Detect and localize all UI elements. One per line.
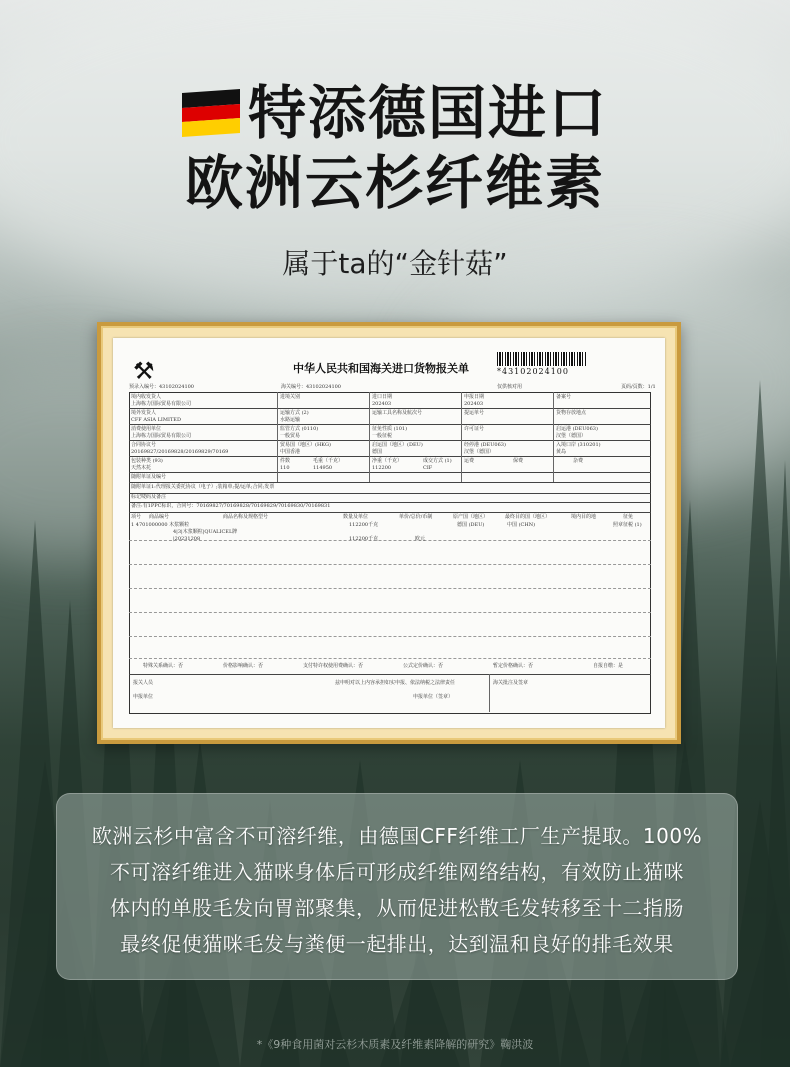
insurance-label: 保费: [513, 458, 524, 464]
barcode-icon: [497, 352, 587, 366]
col-header-origin: 原产国（地区）: [453, 514, 489, 520]
confirm-provisional: 暂定价格确认：否: [493, 663, 534, 669]
license-label: 许可证号: [464, 426, 485, 432]
overseas-label: 境外发货人: [131, 410, 157, 416]
row-spec: 4|3|木浆颗粒|QUALICEL牌: [173, 529, 238, 535]
transport-label: 运输方式 (2): [280, 410, 309, 416]
confirm-price: 价格影响确认：否: [223, 663, 264, 669]
page-count: 页码/页数：1/1: [621, 384, 656, 390]
col-header-domestic: 境内目的地: [571, 514, 597, 520]
deal-value: CIF: [423, 465, 433, 471]
import-date-label: 进口日期: [372, 394, 393, 400]
entry-port-label: 入境口岸 (310201): [556, 442, 601, 448]
package-label: 包装种类 (93): [131, 458, 163, 464]
tax-nature-label: 征免性质 (101): [372, 426, 408, 432]
col-header-name: 商品名称及规格型号: [223, 514, 269, 520]
statement: 兹申明对以上内容承担如实申报、依法纳税之法律责任: [335, 680, 456, 686]
consignee-label: 境内收发货人: [131, 394, 162, 400]
transport-value: 水路运输: [280, 417, 301, 423]
overseas-value: CFF ASIA LIMITED: [131, 417, 181, 423]
description-line-3: 体内的单股毛发向胃部聚集，从而促进松散毛发转移至十二指肠: [110, 896, 684, 920]
origin-country-value: 德国: [372, 449, 383, 455]
record-no-label: 备案号: [556, 394, 572, 400]
flag-stripe: [182, 118, 240, 137]
gross-value: 114950: [313, 465, 333, 471]
origin-country-label: 启运国（地区）(DEU): [372, 442, 423, 448]
misc-label: 杂费: [573, 458, 584, 464]
docs-value: 随附单证1:代理报关委托协议（电子）;装箱单;提/运单;合同;发票: [131, 484, 275, 490]
row-tax: 照章征税 (1): [613, 522, 642, 528]
freight-label: 运费: [464, 458, 475, 464]
barcode-number: *43102024100: [497, 367, 569, 376]
contract-label: 合同协议号: [131, 442, 157, 448]
trade-country-value: 中国香港: [280, 449, 301, 455]
row-origin: 德国 (DEU): [457, 522, 485, 528]
gross-label: 毛重（千克）: [313, 458, 344, 464]
consumer-label: 消费使用单位: [131, 426, 162, 432]
col-header-price: 单价/总价/币制: [399, 514, 433, 520]
pieces-value: 110: [280, 465, 290, 471]
docs-label: 随附单证及编号: [131, 474, 167, 480]
port-depart-label: 启运港 (DEU063): [556, 426, 598, 432]
col-header-tax: 征免: [623, 514, 634, 520]
footnote: *《9种食用菌对云杉木质素及纤维素降解的研究》鞠洪波: [256, 1038, 534, 1051]
package-value: 天然木托: [131, 465, 152, 471]
confirm-special: 特殊关系确认：否: [143, 663, 184, 669]
via-port-label: 经停港 (DEU063): [464, 442, 506, 448]
description-line-1: 欧洲云杉中富含不可溶纤维，由德国CFF纤维工厂生产提取。100%: [91, 824, 703, 848]
confirm-self: 自报自缴：是: [593, 663, 624, 669]
pieces-label: 件数: [280, 458, 291, 464]
row-spec-2: |20231208: [173, 536, 201, 542]
port-depart-value: 汉堡（德国）: [556, 433, 587, 439]
declare-date-value: 202403: [464, 401, 484, 407]
headline-line-1: [0, 78, 790, 148]
customs-note-label: 海关批注及签章: [493, 680, 529, 686]
entry-port-value: 黄岛: [556, 449, 567, 455]
goods-place-label: 货物存放地点: [556, 410, 587, 416]
consignee-value: 上海栋力国际贸易有限公司: [131, 401, 192, 407]
declare-unit-label: 申报单位: [133, 694, 154, 700]
germany-flag-icon: [182, 89, 240, 137]
row-qty: 112200千克: [349, 522, 379, 528]
declarant-label: 报关人员: [133, 680, 154, 686]
row-currency: 欧元: [415, 536, 426, 542]
net-label: 净重（千克）: [372, 458, 403, 464]
deal-label: 成交方式 (1): [423, 458, 452, 464]
headline-line-2: 欧洲云杉纤维素: [184, 149, 605, 217]
confirm-royalty: 支付特许权使用费确认：否: [303, 663, 364, 669]
marks-value: 备注:有1PPC标识，合同号：70169827/70169828/70169829/70169830/70169831: [131, 503, 331, 509]
subtitle: 属于ta的“金针菇”: [282, 247, 508, 280]
import-date-value: 202403: [372, 401, 392, 407]
supervision-label: 监管方式 (0110): [280, 426, 319, 432]
via-port-value: 汉堡（德国）: [464, 449, 495, 455]
row-qty-2: 112200千克: [349, 536, 379, 542]
row-item: 1 4701000000 木浆颗粒: [131, 522, 190, 528]
document-title: 中华人民共和国海关进口货物报关单: [293, 362, 469, 375]
row-dest: 中国 (CHN): [507, 522, 536, 528]
marks-label: 标记唛码及备注: [131, 494, 167, 500]
customs-declaration-document: [113, 338, 665, 728]
confirm-formula: 公式定价确认：否: [403, 663, 444, 669]
customs-no: 海关编号：43102024100: [281, 384, 341, 390]
pre-entry-no: 预录入编号：43102024100: [129, 384, 194, 390]
certificate-frame: [97, 322, 681, 744]
port-label: 进境关别: [280, 394, 301, 400]
contract-value: 20169827/20169828/20169829/70169: [131, 449, 229, 455]
description-line-4: 最终促使猫咪毛发与粪便一起排出，达到温和良好的排毛效果: [120, 932, 674, 956]
transport-name-label: 运输工具名称及航次号: [372, 410, 423, 416]
col-header-qty: 数量及单位: [343, 514, 369, 520]
declare-date-label: 申报日期: [464, 394, 485, 400]
seal-label: 申报单位（签章）: [413, 694, 454, 700]
col-header-no: 项号: [131, 514, 142, 520]
description-line-2: 不可溶纤维进入猫咪身体后可形成纤维网络结构，有效防止猫咪: [110, 860, 684, 884]
net-value: 112200: [372, 465, 392, 471]
col-header-dest: 最终目的国（地区）: [505, 514, 551, 520]
bill-label: 提运单号: [464, 410, 485, 416]
inspection-note: 仅供核对用: [497, 384, 523, 390]
description-panel: [56, 793, 738, 980]
tax-nature-value: 一般征税: [372, 433, 393, 439]
headline-text-1: 特添德国进口: [247, 79, 608, 147]
supervision-value: 一般贸易: [280, 433, 301, 439]
trade-country-label: 贸易国（地区）(HKG): [280, 442, 331, 448]
customs-emblem-icon: ⚒: [133, 357, 155, 385]
consumer-value: 上海栋力国际贸易有限公司: [131, 433, 192, 439]
col-header-code: 商品编号: [149, 514, 170, 520]
